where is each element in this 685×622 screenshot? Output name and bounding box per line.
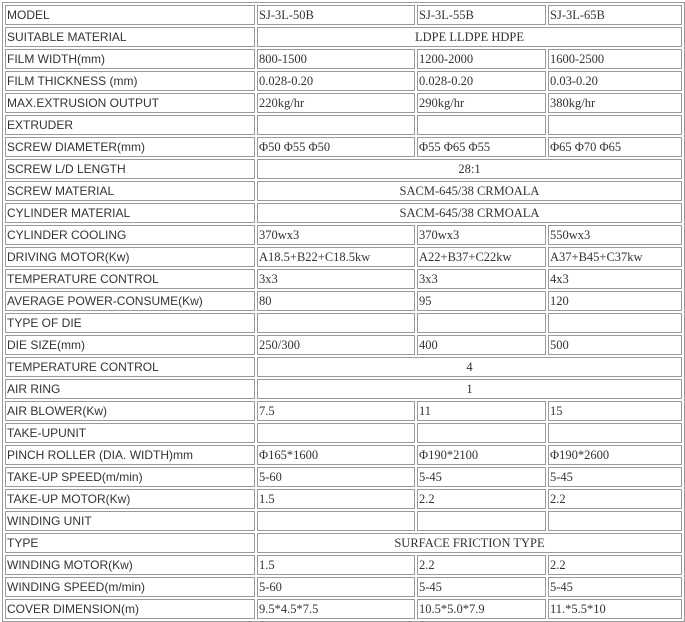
row-value-1: 9.5*4.5*7.5 [257, 599, 415, 619]
row-value-3: 0.03-0.20 [548, 71, 682, 91]
row-value-3: 11.*5.5*10 [548, 599, 682, 619]
row-span-value: SURFACE FRICTION TYPE [257, 533, 682, 553]
row-value-1: 0.028-0.20 [257, 71, 415, 91]
row-value-1: 5-60 [257, 577, 415, 597]
table-row [5, 599, 682, 619]
row-label: EXTRUDER [5, 115, 255, 135]
row-value-3 [548, 115, 682, 135]
row-value-2: 10.5*5.0*7.9 [417, 599, 546, 619]
table-row [5, 489, 682, 509]
row-label: AVERAGE POWER-CONSUME(Kw) [5, 291, 255, 311]
row-label: WINDING UNIT [5, 511, 255, 531]
row-value-1: 3x3 [257, 269, 415, 289]
row-value-2: 5-45 [417, 467, 546, 487]
table-row [5, 533, 682, 553]
row-value-2: 2.2 [417, 489, 546, 509]
row-value-2: Φ190*2100 [417, 445, 546, 465]
row-label: FILM THICKNESS (mm) [5, 71, 255, 91]
row-value-3 [548, 313, 682, 333]
row-span-value: LDPE LLDPE HDPE [257, 27, 682, 47]
row-label: CYLINDER COOLING [5, 225, 255, 245]
table-row [5, 467, 682, 487]
table-row [5, 335, 682, 355]
table-row [5, 555, 682, 575]
row-value-2: 290kg/hr [417, 93, 546, 113]
row-value-1: 1.5 [257, 489, 415, 509]
table-row [5, 511, 682, 531]
table-row [5, 313, 682, 333]
table-row [5, 137, 682, 157]
spec-table [2, 2, 685, 622]
header-label: MODEL [5, 5, 255, 25]
row-label: DIE SIZE(mm) [5, 335, 255, 355]
row-value-2: 0.028-0.20 [417, 71, 546, 91]
row-value-2 [417, 313, 546, 333]
table-row [5, 423, 682, 443]
row-value-1 [257, 423, 415, 443]
row-value-2 [417, 423, 546, 443]
row-value-3: 4x3 [548, 269, 682, 289]
row-label: SCREW MATERIAL [5, 181, 255, 201]
row-value-2 [417, 511, 546, 531]
table-row [5, 577, 682, 597]
row-value-3: Φ190*2600 [548, 445, 682, 465]
row-label: DRIVING MOTOR(Kw) [5, 247, 255, 267]
row-value-3: 2.2 [548, 489, 682, 509]
table-row [5, 115, 682, 135]
row-label: TYPE OF DIE [5, 313, 255, 333]
row-value-2: 2.2 [417, 555, 546, 575]
table-row [5, 71, 682, 91]
row-value-3: 550wx3 [548, 225, 682, 245]
table-row [5, 357, 682, 377]
row-value-2: A22+B37+C22kw [417, 247, 546, 267]
row-value-2: Φ55 Φ65 Φ55 [417, 137, 546, 157]
row-label: WINDING MOTOR(Kw) [5, 555, 255, 575]
row-label: COVER DIMENSION(m) [5, 599, 255, 619]
model-3: SJ-3L-65B [548, 5, 682, 25]
table-row [5, 269, 682, 289]
row-label: CYLINDER MATERIAL [5, 203, 255, 223]
row-value-3: 5-45 [548, 577, 682, 597]
table-row [5, 247, 682, 267]
row-label: TYPE [5, 533, 255, 553]
row-value-3: 120 [548, 291, 682, 311]
row-value-1 [257, 115, 415, 135]
row-label: TAKE-UP SPEED(m/min) [5, 467, 255, 487]
row-value-1 [257, 313, 415, 333]
row-label: AIR RING [5, 379, 255, 399]
row-value-2: 1200-2000 [417, 49, 546, 69]
row-label: AIR BLOWER(Kw) [5, 401, 255, 421]
table-row [5, 401, 682, 421]
table-row [5, 379, 682, 399]
row-value-1: 250/300 [257, 335, 415, 355]
row-label: SCREW DIAMETER(mm) [5, 137, 255, 157]
row-label: WINDING SPEED(m/min) [5, 577, 255, 597]
row-value-1: 5-60 [257, 467, 415, 487]
row-label: SCREW L/D LENGTH [5, 159, 255, 179]
table-row [5, 291, 682, 311]
row-label: TAKE-UPUNIT [5, 423, 255, 443]
row-value-3: 380kg/hr [548, 93, 682, 113]
row-value-2: 5-45 [417, 577, 546, 597]
model-1: SJ-3L-50B [257, 5, 415, 25]
table-row [5, 203, 682, 223]
header-row [5, 5, 682, 25]
row-value-3: Φ65 Φ70 Φ65 [548, 137, 682, 157]
row-value-1: 220kg/hr [257, 93, 415, 113]
row-label: TAKE-UP MOTOR(Kw) [5, 489, 255, 509]
row-value-1: 370wx3 [257, 225, 415, 245]
row-value-2: 370wx3 [417, 225, 546, 245]
row-value-3 [548, 511, 682, 531]
row-value-3: 15 [548, 401, 682, 421]
row-value-3: 500 [548, 335, 682, 355]
row-value-1: Φ165*1600 [257, 445, 415, 465]
row-span-value: 28:1 [257, 159, 682, 179]
row-value-2: 3x3 [417, 269, 546, 289]
row-value-1: A18.5+B22+C18.5kw [257, 247, 415, 267]
row-span-value: 1 [257, 379, 682, 399]
model-2: SJ-3L-55B [417, 5, 546, 25]
row-value-3: 5-45 [548, 467, 682, 487]
row-value-1: 1.5 [257, 555, 415, 575]
row-value-1 [257, 511, 415, 531]
table-row [5, 93, 682, 113]
row-value-3: 2.2 [548, 555, 682, 575]
table-row [5, 49, 682, 69]
table-row [5, 445, 682, 465]
table-row [5, 27, 682, 47]
row-value-1: Φ50 Φ55 Φ50 [257, 137, 415, 157]
row-value-3: A37+B45+C37kw [548, 247, 682, 267]
row-span-value: SACM-645/38 CRMOALA [257, 203, 682, 223]
row-label: TEMPERATURE CONTROL [5, 357, 255, 377]
table-row [5, 225, 682, 245]
row-value-2: 95 [417, 291, 546, 311]
row-value-2: 11 [417, 401, 546, 421]
row-label: TEMPERATURE CONTROL [5, 269, 255, 289]
row-label: FILM WIDTH(mm) [5, 49, 255, 69]
row-label: PINCH ROLLER (DIA. WIDTH)mm [5, 445, 255, 465]
row-span-value: 4 [257, 357, 682, 377]
row-label: MAX.EXTRUSION OUTPUT [5, 93, 255, 113]
row-value-2: 400 [417, 335, 546, 355]
row-value-1: 7.5 [257, 401, 415, 421]
row-value-1: 800-1500 [257, 49, 415, 69]
row-value-2 [417, 115, 546, 135]
row-value-3: 1600-2500 [548, 49, 682, 69]
row-span-value: SACM-645/38 CRMOALA [257, 181, 682, 201]
table-row [5, 181, 682, 201]
row-label: SUITABLE MATERIAL [5, 27, 255, 47]
row-value-3 [548, 423, 682, 443]
row-value-1: 80 [257, 291, 415, 311]
table-row [5, 159, 682, 179]
